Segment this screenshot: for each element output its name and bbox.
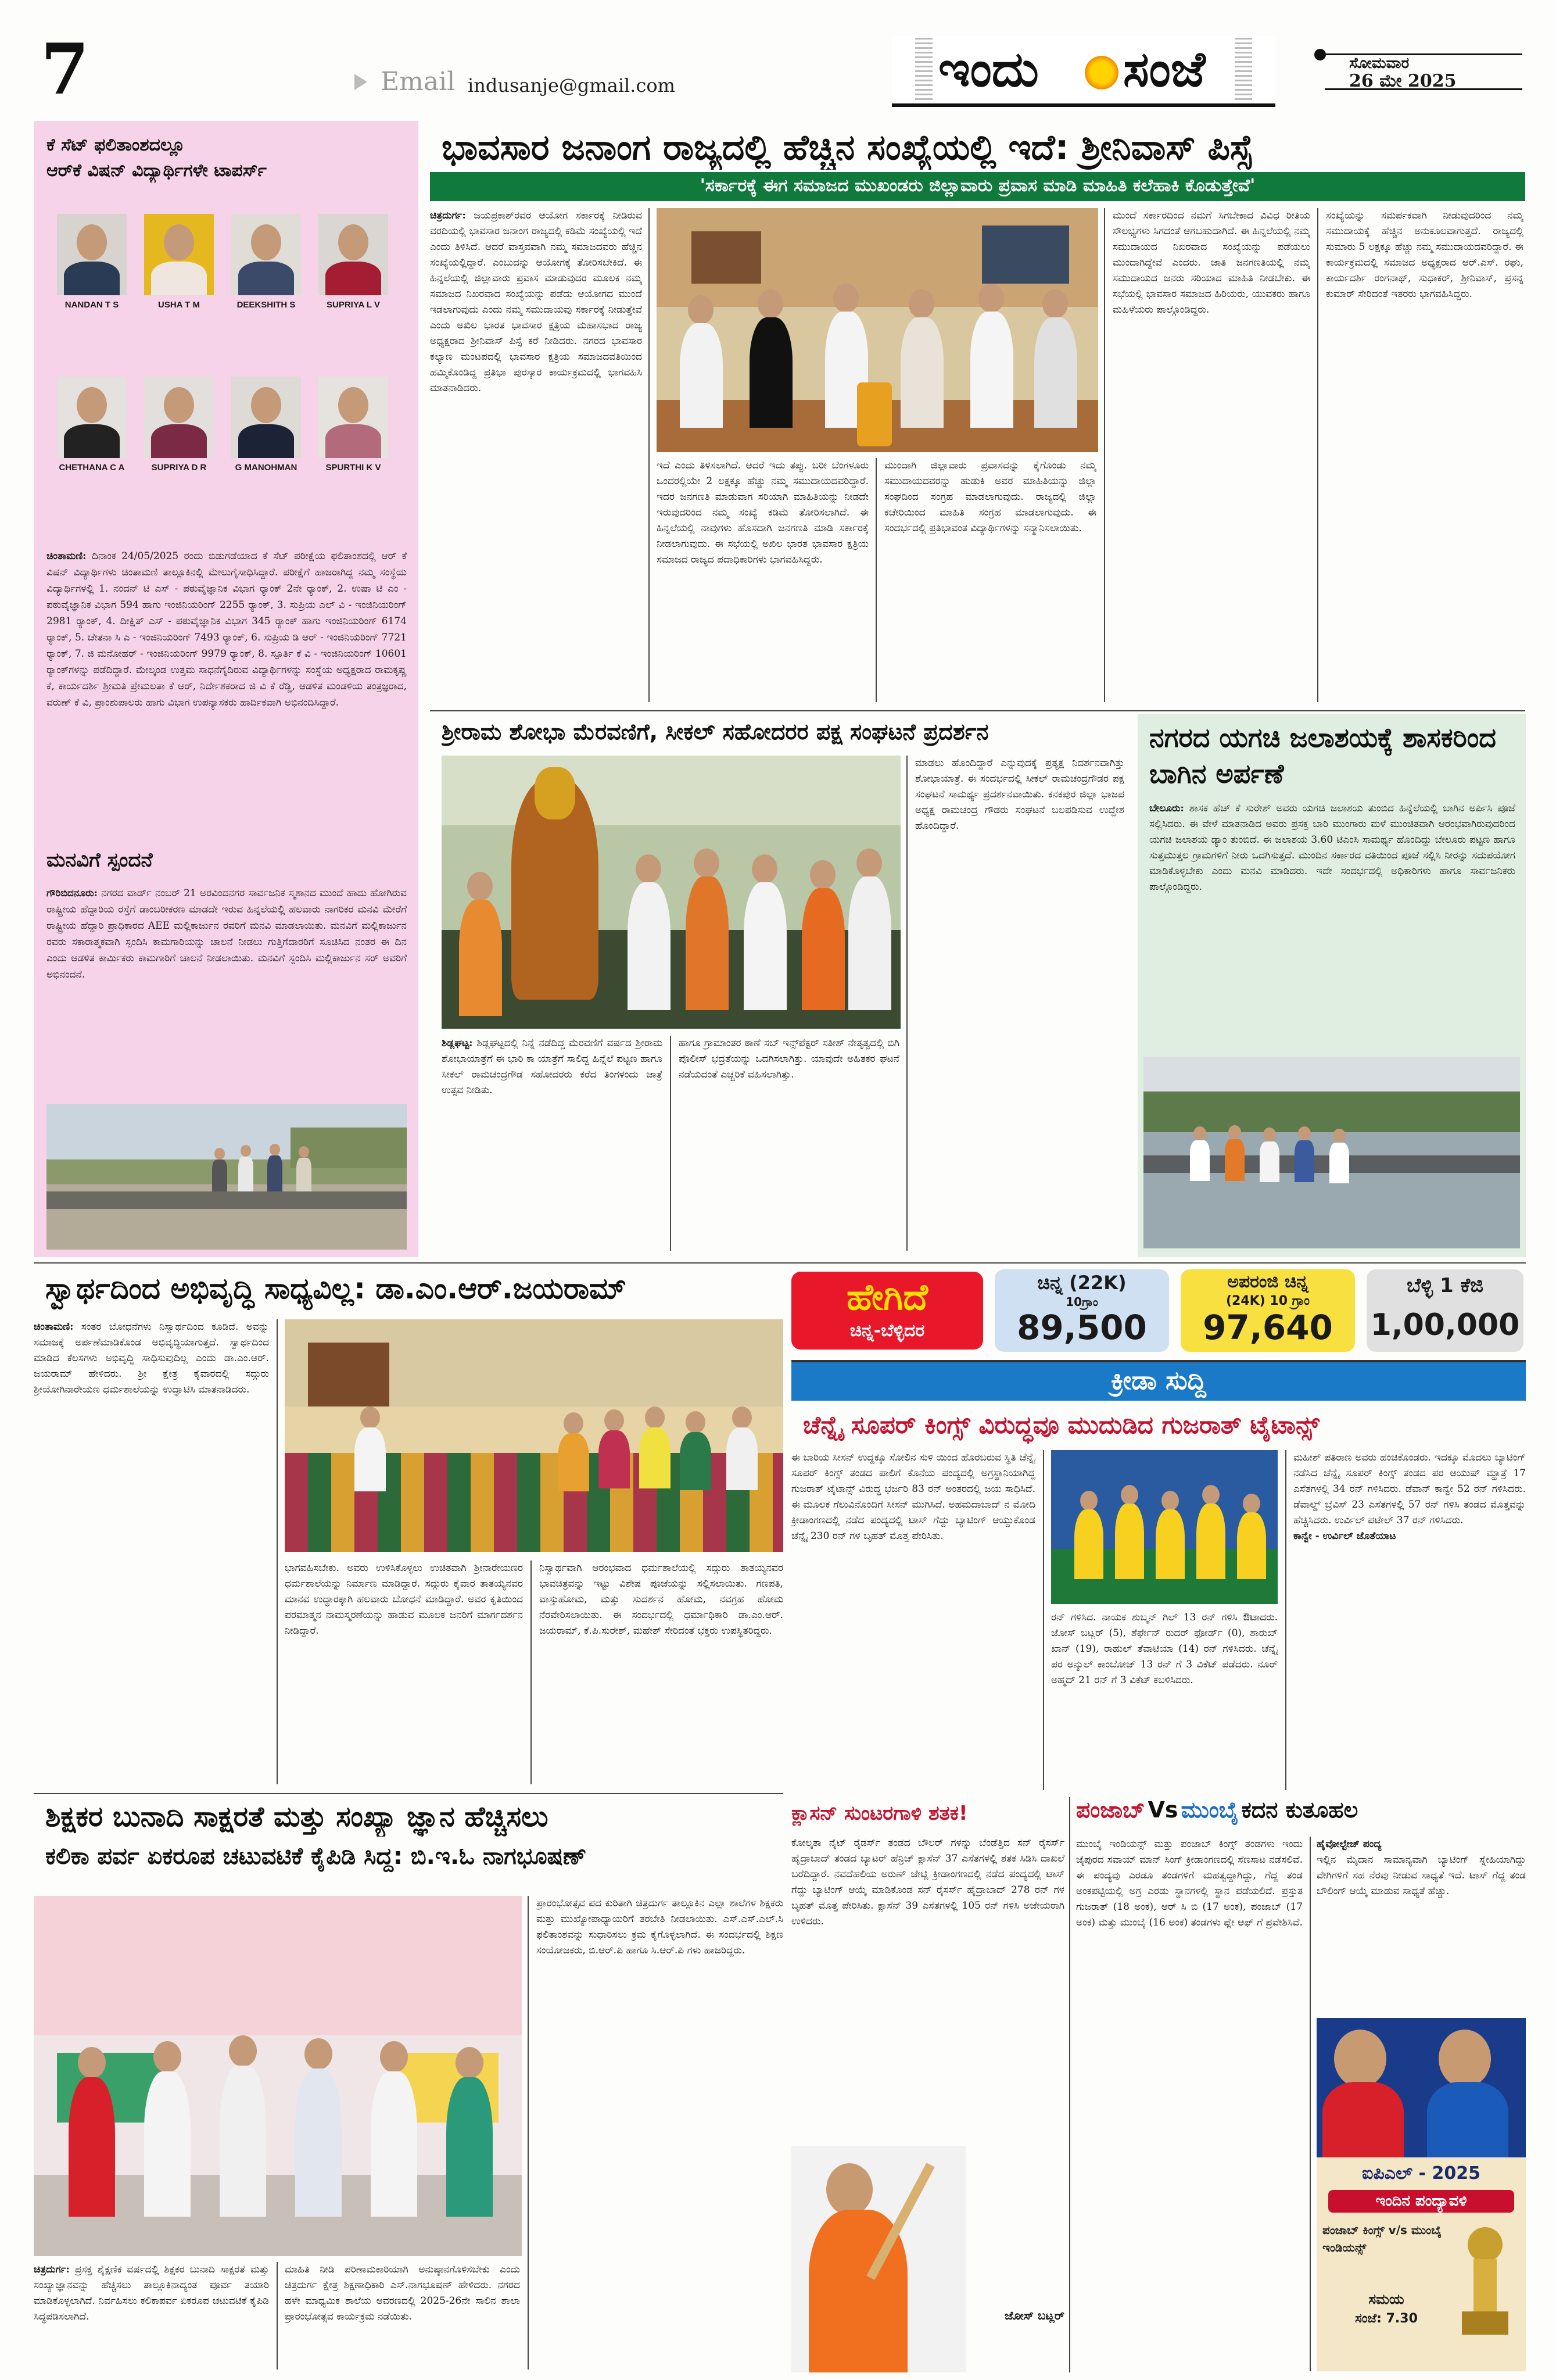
student-name: DEEKSHITH S	[236, 300, 296, 310]
email-arrow-icon	[354, 74, 367, 90]
csk-subhead: ಕಾನ್ವೇ - ಉರ್ವಿಲ್ ಜೊತೆಯಾಟ	[1293, 1530, 1396, 1542]
swartha-photo	[285, 1319, 783, 1552]
shikshakara-col3-text: ಪ್ರಾರಂಭೋತ್ಸವ ಪದ ಕುರಿತಾಗಿ ಚಿತ್ರದುರ್ಗ ತಾಲ್ಲೂಕಿನ ಎಲ್ಲಾ ಶಾಲೆಗಳ ಶಿಕ್ಷಕರು ಮತ್ತು ಮುಖ್ಯೋಪಾಧ್ಯಾಯರಿಗೆ ತರಬೇತಿ ನೀಡಲಾಯಿತು. ಎಸ್.ಎಸ್.ಎಲ್.ಸಿ ಫಲಿತಾಂಶವನ್ನು ಸುಧಾರಿಸಲು ಕ್ರಮ ಕೈಗೊಳ್ಳಲಾಗಿದೆ. ಈ ಸಂದರ್ಭದಲ್ಲಿ ಶಿಕ್ಷಣ ಸಂಯೋಜಕರು, ಬಿ.ಆರ್.ಪಿ ಹಾಗೂ ಸಿ.ಆರ್.ಪಿ ಗಳು ಹಾಜರಿದ್ದರು.	[536, 1898, 783, 1956]
sriraama-article	[442, 715, 1127, 1255]
ipl-trophy-icon	[1456, 2227, 1514, 2343]
student-photo	[57, 214, 127, 295]
swartha-col-1	[34, 1319, 269, 1784]
gold-rates-box	[791, 1267, 1526, 1354]
yagachi-article	[1138, 714, 1526, 1257]
klaasen-body-text: ಕೋಲ್ಕತಾ ನೈಟ್ ರೈಡರ್ಸ್ ತಂಡದ ಬೌಲರ್ ಗಳನ್ನು ಬೆಂಡೆತ್ತಿದ ಸನ್ ರೈಸರ್ಸ್ ಹೈದ್ರಾಬಾದ್ ತಂಡದ ಬ್ಯಾಟರ್ ಹೆನ್ರಿಚ್ ಕ್ಲಾಸೆನ್ 37 ಎಸೆತಗಳಲ್ಲಿ ಶತಕ ಸಿಡಿಸಿ ದಾಖಲೆ ಬರೆದಿದ್ದಾರೆ. ನವದೆಹಲಿಯ ಅರುಣ್ ಜೇಟ್ಲಿ ಕ್ರೀಡಾಂಗಣದಲ್ಲಿ ನಡೆದ ಪಂದ್ಯದಲ್ಲಿ ಟಾಸ್ ಗೆದ್ದು ಬ್ಯಾಟಿಂಗ್ ಆಯ್ಕೆ ಮಾಡಿಕೊಂಡ ಸನ್ ರೈಸರ್ಸ್ ಹೈದ್ರಾಬಾದ್ 278 ರನ್ ಗಳ ಬೃಹತ್ ಮೊತ್ತ ಪೇರಿಸಿತು. ಕ್ಲಾಸೆನ್ 39 ಎಸೆತಗಳಲ್ಲಿ 105 ರನ್ ಗಳಿಸಿ ಅಜೇಯರಾಗಿ ಉಳಿದರು.	[791, 1837, 1064, 1927]
klaasen-caption: ಜೋಸ್ ಬಟ್ಲರ್	[1005, 2309, 1064, 2322]
sriraama-col1-text: ಶಿಡ್ಲಘಟ್ಟದಲ್ಲಿ ನಿನ್ನೆ ನಡೆದಿದ್ದ ಮೆರವಣಿಗೆ ವರ್ಷದ ಶ್ರೀರಾಮ ಶೋಭಾಯಾತ್ರೆಗೆ ಈ ಭಾರಿ ಕಾ ಯಾತ್ರೆಗೆ ಸಾಲಿದ್ದ ಹಿನ್ನೆಲೆ ಪಟ್ಟಣ ಹಾಗೂ ಸೀಕಲ್ ರಾಮಚಂದ್ರಗೌಡ ಸಹೋದರರು ಕರೆದ ತಿಂಗಳಂದು ಜಾತ್ರೆ ಉತ್ಸವ ನೀಡಿತು.	[442, 1037, 662, 1096]
gold24-label: ಅಪರಂಜಿ ಚಿನ್ನ	[1227, 1272, 1308, 1292]
pbks-col2-text: ಇಲ್ಲಿನ ಮೈದಾನ ಸಾಮಾನ್ಯವಾಗಿ ಬ್ಯಾಟಿಂಗ್ ಸ್ನೇಹಿಯಾಗಿದ್ದು ವೇಗಿಗಳಿಗೆ ಸಹ ನೆರವು ನೀಡುವ ಸಾಧ್ಯತೆ ಇದೆ. ಟಾಸ್ ಗೆದ್ದ ತಂಡ ಬೌಲಿಂಗ್ ಆಯ್ಕೆ ಮಾಡುವ ಸಾಧ್ಯತೆ ಹೆಚ್ಚು.	[1317, 1854, 1526, 1897]
student-name: USHA T M	[158, 300, 200, 310]
bhavasara-photo	[657, 208, 1098, 452]
swartha-dateline: ಚಿಂತಾಮಣಿ:	[34, 1321, 74, 1333]
sports-banner	[791, 1360, 1526, 1401]
csk-col-1	[791, 1450, 1035, 1790]
date-box	[1314, 45, 1523, 103]
csk-col-2	[1051, 1610, 1278, 1790]
shikshakara-col1-text: ಪ್ರಸಕ್ತ ಶೈಕ್ಷಣಿಕ ವರ್ಷದಲ್ಲಿ ಶಿಕ್ಷಕರ ಬುನಾದಿ ಸಾಕ್ಷರತೆ ಮತ್ತು ಸಂಖ್ಯಾಜ್ಞಾನವನ್ನು ಹೆಚ್ಚಿಸಲು ತಾಲ್ಲೂಕಿನಾದ್ಯಂತ ಪೂರ್ವ ತಯಾರಿ ಮಾಡಿಕೊಳ್ಳಲಾಗಿದೆ. ನಿರ್ವಹಿಸಲು ಕಲಿಕಾಪರ್ವ ಏಕರೂಪ ಚಟುವಟಿಕೆ ಕೈಪಿಡಿ ಸಿದ್ಧಪಡಿಸಲಾಗಿದೆ.	[34, 2264, 269, 2322]
sriraama-col-2	[679, 1036, 899, 1251]
bhavasara-col5-text: ಸಂಖ್ಯೆಯನ್ನು ಸಮರ್ಪಕವಾಗಿ ನೀಡುವುದರಿಂದ ನಮ್ಮ ಸಮುದಾಯಕ್ಕೆ ಹೆಚ್ಚಿನ ಅನುಕೂಲವಾಗುತ್ತದೆ. ರಾಜ್ಯದಲ್ಲಿ ಸುಮಾರು 5 ಲಕ್ಷಕ್ಕೂ ಹೆಚ್ಚು ನಮ್ಮ ಸಮುದಾಯದವರಿದ್ದಾರೆ. ಈ ಕಾರ್ಯಕ್ರಮದಲ್ಲಿ ಸಮಾಜದ ಅಧ್ಯಕ್ಷರಾದ ಆರ್.ಎಸ್. ರಘು, ಕಾರ್ಯದರ್ಶಿ ರಂಗನಾಥ್, ಸುಧಾಕರ್, ಶ್ರೀನಿವಾಸ್, ಪ್ರಸನ್ನ ಕುಮಾರ್ ಸೇರಿದಂತೆ ಇತರರು ಭಾಗವಹಿಸಿದ್ದರು.	[1326, 210, 1523, 300]
student-photo	[57, 377, 127, 458]
sriraama-dateline: ಶಿಡ್ಲಘಟ್ಟ:	[442, 1037, 473, 1049]
shikshakara-photo	[34, 1896, 522, 2256]
gold24-unit: (24K) 10 ಗ್ರಾಂ	[1225, 1294, 1310, 1308]
student-name: NANDAN T S	[64, 300, 119, 310]
masthead	[0, 0, 1556, 116]
silver-label: ಬೆಳ್ಳಿ 1 ಕೆಜಿ	[1406, 1274, 1484, 1297]
bhavasara-article	[430, 121, 1525, 708]
csk-col1-text: ಈ ಬಾರಿಯ ಸೀಸನ್ ಉದ್ದಕ್ಕೂ ಸೋಲಿನ ಸುಳಿ ಯಿಂದ ಹೊರಬರುವ ಸ್ಥಿತಿ ಚೆನ್ನೈ ಸೂಪರ್ ಕಿಂಗ್ಸ್ ತಂಡದ ಪಾಲಿಗೆ ಕೊನೆಯ ಪಂದ್ಯದಲ್ಲಿ ಅಗ್ರಸ್ಥಾನಿಯಾಗಿದ್ದ ಗುಜರಾತ್ ಟೈಟಾನ್ಸ್ ವಿರುದ್ಧ ಭರ್ಜರಿ 83 ರನ್ ಅಂತರದಲ್ಲಿ ಜಯ ಸಾಧಿಸಿದೆ. ಈ ಮೂಲಕ ಗೆಲುವಿನೊಂದಿಗೆ ಸೀಸನ್ ಮುಗಿಸಿದೆ. ಅಹಮದಾಬಾದ್ ನ ಮೋದಿ ಕ್ರೀಡಾಂಗಣದಲ್ಲಿ ನಡೆದ ಪಂದ್ಯದಲ್ಲಿ ಟಾಸ್ ಗೆದ್ದು ಬ್ಯಾಟಿಂಗ್ ಆಯ್ದುಕೊಂಡ ಚೆನ್ನೈ 230 ರನ್ ಗಳ ಬೃಹತ್ ಮೊತ್ತ ಪೇರಿಸಿತು.	[791, 1452, 1035, 1542]
swartha-col3-text: ನಿಸ್ವಾರ್ಥವಾಗಿ ಆರಂಭವಾದ ಧರ್ಮಶಾಲೆಯಲ್ಲಿ ಸದ್ಗುರು ತಾತಯ್ಯನವರ ಭಾವಚಿತ್ರವನ್ನು ಇಟ್ಟು ವಿಶೇಷ ಪೂಜೆಯನ್ನು ಸಲ್ಲಿಸಲಾಯಿತು. ಗಣಪತಿ, ವಾಸ್ತುಹೋಮ, ಮತ್ತು ಸುದರ್ಶನ ಹೋಮ, ನವಗ್ರಹ ಹೋಮ ನೆರವೇರಿಸಲಾಯಿತು. ಈ ಸಂದರ್ಭದಲ್ಲಿ ಧರ್ಮಾಧಿಕಾರಿ ಡಾ.ಎಂ.ಆರ್. ಜಯರಾಮ್, ಕೆ.ಪಿ.ಸುರೇಶ್, ಮಹೇಶ್ ಸೇರಿದಂತೆ ಭಕ್ತರು ಉಪಸ್ಥಿತರಿದ್ದರು.	[539, 1562, 783, 1637]
gold22-unit: 10ಗ್ರಾಂ	[1066, 1295, 1098, 1309]
kset-headline-2: ಆರ್‌ಕೆ ವಿಷನ್ ವಿದ್ಯಾರ್ಥಿಗಳೇ ಟಾಪರ್ಸ್	[46, 160, 267, 181]
manavi-dateline: ಗೌರಿಬಿದನೂರು:	[46, 887, 98, 899]
ipl-card-teams: ಪಂಜಾಬ್ ಕಿಂಗ್ಸ್ v/s ಮುಂಬೈ ಇಂಡಿಯನ್ಸ್	[1322, 2223, 1442, 2254]
swartha-article	[34, 1267, 783, 1790]
sun-icon	[1085, 56, 1118, 90]
bhavasara-col-5	[1326, 208, 1523, 702]
csk-col-3	[1293, 1450, 1526, 1790]
issue-day: ಸೋಮವಾರ	[1349, 55, 1410, 72]
issue-date: 26 ಮೇ 2025	[1349, 71, 1457, 91]
bhavasara-col2-text: ಇದೆ ಎಂದು ತಿಳಿಸಲಾಗಿದೆ. ಆದರೆ ಇದು ತಪ್ಪು. ಬರೀ ಬೆಂಗಳೂರು ಒಂದರಲ್ಲಿಯೇ 2 ಲಕ್ಷಕ್ಕೂ ಹೆಚ್ಚು ನಮ್ಮ ಸಮುದಾಯದವರಿದ್ದಾರೆ. ಇದರ ಜನಗಣತಿ ಮಾಡುವಾಗ ಸರಿಯಾಗಿ ಮಾಹಿತಿಯನ್ನು ನೀಡದೇ ಇರುವುದರಿಂದ ನಮ್ಮ ಸಂಖ್ಯೆ ಕಡಿಮೆ ತೋರಿಸಲಾಗಿದೆ. ಈ ಹಿನ್ನಲೆಯಲ್ಲಿ ನಾವುಗಳು ಹೊಸದಾಗಿ ಜನಗಣತಿ ಮಾಡಿ ಸರ್ಕಾರಕ್ಕೆ ನೀಡಲಾಗುವುದು. ಈ ಸಭೆಯಲ್ಲಿ ಅಖಿಲ ಭಾರತ ಭಾವಸಾರ ಕ್ಷತ್ರಿಯ ಸಮಾಜದ ರಾಜ್ಯದ ಪದಾಧಿಕಾರಿಗಳು ಭಾಗವಹಿಸಿದ್ದರು.	[657, 460, 869, 566]
csk-article	[791, 1406, 1526, 1790]
bhavasara-col-3	[884, 458, 1096, 702]
manavi-article	[34, 839, 418, 1257]
kset-headline-1: ಕೆ ಸೆಟ್ ಫಲಿತಾಂಶದಲ್ಲೂ	[46, 135, 185, 155]
swartha-headline: ಸ್ವಾರ್ಥದಿಂದ ಅಭಿವೃದ್ಧಿ ಸಾಧ್ಯವಿಲ್ಲ: ಡಾ.ಎಂ.ಆರ್.ಜಯರಾಮ್	[45, 1272, 626, 1305]
pbks-headline	[1076, 1797, 1526, 1832]
shikshakara-col2-text: ಮಾಹಿತಿ ನೀಡಿ ಪರಿಣಾಮಕಾರಿಯಾಗಿ ಅನುಷ್ಠಾನಗೊಳಿಸಬೇಕು ಎಂದು ಚಿತ್ರದುರ್ಗ ಕ್ಷೇತ್ರ ಶಿಕ್ಷಣಾಧಿಕಾರಿ ಎಸ್.ನಾಗಭೂಷಣ್ ಹೇಳಿದರು. ನಗರದ ಹಳೇ ಮಾಧ್ಯಮಿಕ ಶಾಲೆಯ ಆವರಣದಲ್ಲಿ 2025-26ನೇ ಸಾಲಿನ ಶಾಲಾ ಪ್ರಾರಂಭೋತ್ಸವ ಕಾರ್ಯಕ್ರಮ ನಡೆಯಿತು.	[285, 2264, 520, 2322]
procession-photo	[442, 756, 901, 1029]
yagachi-headline: ನಗರದ ಯಗಚಿ ಜಲಾಶಯಕ್ಕೆ ಶಾಸಕರಿಂದ ಬಾಗಿನ ಅರ್ಪಣೆ	[1149, 722, 1496, 789]
student-photo	[231, 214, 301, 295]
bhavasara-subhead-bar	[430, 172, 1525, 201]
manavi-body	[46, 885, 407, 1094]
kset-article	[34, 121, 418, 839]
sriraama-col-1	[442, 1036, 662, 1251]
pbks-headline-3: ಕದನ ಕುತೂಹಲ	[1241, 1797, 1358, 1823]
pbks-col-1	[1076, 1837, 1303, 2371]
sriraama-col3-text: ಮಾಡಲು ಹೊಂದಿದ್ದಾರೆ ಎನ್ನುವುದಕ್ಕೆ ಪ್ರತ್ಯಕ್ಷ ನಿದರ್ಶನವಾಗಿತ್ತು ಶೋಭಾಯಾತ್ರೆ. ಈ ಸಂದರ್ಭದಲ್ಲಿ ಸೀಕಲ್ ರಾಮಚಂದ್ರಗೌಡರ ಪಕ್ಷ ಸಂಘಟನೆ ಸಾಮರ್ಥ್ಯ ಪ್ರದರ್ಶನವಾಯಿತು. ಕನಕಪುರ ಜಿಲ್ಲಾ ಭಾಜಪ ಅಧ್ಯಕ್ಷ ರಾಮಚಂದ್ರ ಗೌಡರು ಸಂಘಟನೆ ಬಲಪಡಿಸುವ ಉದ್ದೇಶ ಹೊಂದಿದ್ದಾರೆ.	[915, 757, 1124, 832]
page-number: 7	[41, 28, 89, 110]
swartha-col2-text: ಭಾಗವಹಿಸಬೇಕು. ಅವರು ಉಳಿಸಿಕೊಳ್ಳಲು ಉಚಿತವಾಗಿ ಶ್ರೀನಾರೇಯಣರ ಧರ್ಮಶಾಲೆಯನ್ನು ನಿರ್ಮಾಣ ಮಾಡಿದ್ದಾರೆ. ಸದ್ಗುರು ಕೈವಾರ ತಾತಯ್ಯನವರ ಮಾನವ ಉದ್ಧಾರಕ್ಕಾಗಿ ಹಲವಾರು ಬೋಧನೆ ಮಾಡಿದ್ದಾರೆ. ಅವರ ಕೃತಿಯಿಂದ ಪರಮಾತ್ಮನ ನಾಮಸ್ಮರಣೆಯನ್ನು ಹಾಡುವ ಮೂಲಕ ಜನರಿಗೆ ಮಾರ್ಗದರ್ಶನ ನೀಡಿದ್ದಾರೆ.	[285, 1562, 523, 1637]
kset-body-text: ದಿನಾಂಕ 24/05/2025 ರಂದು ಬಿಡುಗಡೆಯಾದ ಕೆ ಸೆಟ್ ಪರೀಕ್ಷೆಯ ಫಲಿತಾಂಶದಲ್ಲಿ ಆರ್ ಕೆ ವಿಷನ್ ವಿದ್ಯಾರ್ಥಿಗಳು ಚಿಂತಾಮಣಿ ತಾಲ್ಲೂಕಿನಲ್ಲಿ ಮೇಲುಗೈಸಾಧಿಸಿದ್ದಾರೆ. ಪರೀಕ್ಷೆಗೆ ಹಾಜರಾಗಿದ್ದ ನಮ್ಮ ಸಂಸ್ಥೆಯ ವಿದ್ಯಾರ್ಥಿಗಳಲ್ಲಿ 1. ನಂದನ್ ಟಿ ಎಸ್ - ಪಠುವೈಜ್ಞಾನಿಕ ವಿಭಾಗ ರ‍್ಯಾಂಕ್ 2ನೇ ರ‍್ಯಾಂಕ್, 2. ಉಷಾ ಟಿ ಎಂ - ಪಠುವೈಜ್ಞಾನಿಕ ವಿಭಾಗ 594 ಹಾಗು ಇಂಜಿನಿಯರಿಂಗ್ 2255 ರ‍್ಯಾಂಕ್, 3. ಸುಪ್ರಿಯ ಎಲ್ ವಿ - ಇಂಜಿನಿಯರಿಂಗ್ 2981 ರ‍್ಯಾಂಕ್, 4. ದೀಕ್ಷಿತ್ ಎಸ್ - ಪಠುವೈಜ್ಞಾನಿಕ ವಿಭಾಗ 345 ರ‍್ಯಾಂಕ್ ಹಾಗು ಇಂಜಿನಿಯರಿಂಗ್ 6174 ರ‍್ಯಾಂಕ್, 5. ಚೇತನಾ ಸಿ ಎ - ಇಂಜಿನಿಯರಿಂಗ್ 7493 ರ‍್ಯಾಂಕ್, 6. ಸುಪ್ರಿಯ ಡಿ ಆರ್ - ಇಂಜಿನಿಯರಿಂಗ್ 7721 ರ‍್ಯಾಂಕ್, 7. ಜಿ ಮನೋಹರ್ - ಇಂಜಿನಿಯರಿಂಗ್ 9979 ರ‍್ಯಾಂಕ್, 8. ಸ್ಫೂರ್ತಿ ಕೆ ವಿ - ಇಂಜಿನಿಯರಿಂಗ್ 10601 ರ‍್ಯಾಂಕ್‌ಗಳನ್ನು ಪಡೆದಿದ್ದಾರೆ. ಮೇಲ್ಕಂಡ ಉತ್ತಮ ಸಾಧನೆಗೈದಿರುವ ವಿದ್ಯಾರ್ಥಿಗಳನ್ನು ಸಂಸ್ಥೆಯ ಅಧ್ಯಕ್ಷರಾದ ರಾಮಕೃಷ್ಣ ಕೆ, ಕಾರ್ಯದರ್ಶಿ ಶ್ರೀಮತಿ ಪ್ರೇಮಲತಾ ಕೆ ಆರ್, ನಿರ್ದೇಶಕರಾದ ಜಿ ವಿ ಕೆ ರೆಡ್ಡಿ, ಆಡಳಿತ ಮಂಡಳಿಯ ತಂತ್ರಜ್ಞರಾದ, ವರುಣ್ ಕೆ ವಿ, ಪ್ರಾಂಶುಪಾಲರು ಹಾಗು ವಿಭಾಗ ಉಪನ್ಯಾಸಕರು ಹಾರ್ದಿಕವಾಗಿ ಅಭಿನಂದಿಸಿದ್ದಾರೆ.	[46, 550, 407, 708]
sports-banner-text: ಕ್ರೀಡಾ ಸುದ್ದಿ	[1111, 1366, 1206, 1395]
bhavasara-subhead: 'ಸರ್ಕಾರಕ್ಕೆ ಈಗ ಸಮಾಜದ ಮುಖಂಡರು ಜಿಲ್ಲಾವಾರು ಪ್ರವಾಸ ಮಾಡಿ ಮಾಹಿತಿ ಕಲೆಹಾಕಿ ಕೊಡುತ್ತೇವೆ'	[700, 176, 1256, 196]
shikshakara-col-1	[34, 2262, 269, 2370]
shikshakara-headline-1: ಶಿಕ್ಷಕರ ಬುನಾದಿ ಸಾಕ್ಷರತೆ ಮತ್ತು ಸಂಖ್ಯಾ ಜ್ಞಾನ ಹೆಚ್ಚಿಸಲು	[45, 1801, 548, 1833]
logo-text-left: ಇಂದು	[938, 41, 1039, 98]
shikshakara-dateline: ಚಿತ್ರದುರ್ಗ:	[34, 2264, 70, 2275]
shikshakara-col-2	[285, 2262, 520, 2370]
rates-label-box	[791, 1272, 983, 1350]
manavi-body-text: ನಗರದ ವಾರ್ಡ್ ನಂಬರ್ 21 ಅರವಿಂದನಗರ ಸಾರ್ವಜನಿಕ ಸ್ಮಶಾನದ ಮುಂದೆ ಹಾದು ಹೋಗಿರುವ ರಾಷ್ಟ್ರೀಯ ಹೆದ್ದಾರಿಯ ರಸ್ತೆಗೆ ಡಾಂಬರೀಕರಣ ಮಾಡದೇ ಇರುವ ಹಿನ್ನಲೆಯಲ್ಲಿ ಹಲವಾರು ನಾಗರಿಕರ ಮನವಿ ಮೇರೆಗೆ ರಾಷ್ಟ್ರೀಯ ಹೆದ್ದಾರಿ ಪ್ರಾಧಿಕಾರದ AEE ಮಲ್ಲಿಕಾರ್ಜುನ ರವರಿಗೆ ಮನವಿ ಮಾಡಲಾಯಿತು. ಮನವಿಗೆ ಮಲ್ಲಿಕಾರ್ಜುನ ರವರು ಸಕಾರಾತ್ಮಕವಾಗಿ ಸ್ಪಂದಿಸಿ ಕಾಮಗಾರಿಯನ್ನು ಚಾಲನೆ ನೀಡಲು ಗುತ್ತಿಗೆದಾರರಿಗೆ ಸೂಚಿಸಿದ ನಂತರ ಈ ದಿನ ಎಂದು ಆಡಳಿತ ಕಾರ್ಮಿಕರು ಕಾಮಗಾರಿಗೆ ಚಾಲನೆ ನೀಡಲಾಯಿತು. ಮನವಿಗೆ ಸ್ಪಂದಿಸಿ ಮಲ್ಲಿಕಾರ್ಜುನ ಸರ್ ಅವರಿಗೆ ಅಭಿನಂದನೆ.	[46, 887, 407, 980]
bhavasara-col-2	[657, 458, 869, 702]
bhavasara-headline: ಭಾವಸಾರ ಜನಾಂಗ ರಾಜ್ಯದಲ್ಲಿ ಹೆಚ್ಚಿನ ಸಂಖ್ಯೆಯಲ್ಲಿ ಇದೆ: ಶ್ರೀನಿವಾಸ್ ಪಿಸ್ಸೆ	[442, 127, 1254, 168]
reservoir-photo	[1143, 1057, 1520, 1248]
bhavasara-col4-text: ಮುಂದೆ ಸರ್ಕಾರದಿಂದ ನಮಗೆ ಸಿಗಬೇಕಾದ ವಿವಿಧ ರೀತಿಯ ಸೌಲಭ್ಯಗಳು ಸಿಗದಂತೆ ಆಗಬಹುದಾಗಿದೆ. ಈ ಹಿನ್ನಲೆಯಲ್ಲಿ ನಮ್ಮ ಸಮುದಾಯದ ನಿಖರವಾದ ಸಂಖ್ಯೆಯನ್ನು ಪಡೆಯಲು ಮುಂದಾಗಿದ್ದೇವೆ ಎಂದರು. ಜಾತಿ ಜನಗಣತಿಯಲ್ಲಿ ನಮ್ಮ ಸಮುದಾಯದ ಜನರು ಸರಿಯಾದ ಮಾಹಿತಿ ನೀಡಬೇಕು. ಈ ಸಭೆಯಲ್ಲಿ ಭಾವಸಾರ ಸಮಾಜದ ಹಿರಿಯರು, ಯುವಕರು ಹಾಗೂ ಮಹಿಳೆಯರು ಪಾಲ್ಗೊಂಡಿದ್ದರು.	[1113, 210, 1310, 316]
csk-photo	[1051, 1450, 1278, 1604]
yagachi-body	[1149, 801, 1515, 1045]
sriraama-headline: ಶ್ರೀರಾಮ ಶೋಭಾ ಮೆರವಣಿಗೆ, ಸೀಕಲ್ ಸಹೋದರರ ಪಕ್ಷ ಸಂಘಟನೆ ಪ್ರದರ್ಶನ	[442, 719, 989, 745]
shikshakara-article	[34, 1797, 783, 2372]
klaasen-body	[791, 1835, 1064, 2138]
rates-label-2: ಚಿನ್ನ-ಬೆಳ್ಳಿದರ	[849, 1320, 925, 1341]
gold24-box	[1181, 1269, 1355, 1352]
sriraama-col-3	[915, 756, 1124, 1251]
pbks-headline-1: ಪಂಜಾಬ್	[1076, 1797, 1145, 1823]
swartha-col-3	[539, 1561, 783, 1784]
student-name: CHETHANA C A	[59, 463, 125, 473]
csk-col3-text: ಮಹೀಶ್ ಪತಿರಾಣ ಅವರು ಹಂಚಿಕೊಂಡರು. ಇದಕ್ಕೂ ಮೊದಲು ಬ್ಯಾಟಿಂಗ್ ನಡೆಸಿದ ಚೆನ್ನೈ ಸೂಪರ್ ಕಿಂಗ್ಸ್ ತಂಡದ ಪರ ಆಯುಷ್ ಮ್ಹಾತ್ರೆ 17 ಎಸೆತಗಳಲ್ಲಿ 34 ರನ್ ಗಳಿಸಿದರು. ಡೆವಾನ್ ಕಾನ್ವೇ 52 ರನ್ ಗಳಿಸಿದರು. ಡೆವಾಲ್ಡ್ ಬ್ರೆವಿಸ್ 23 ಎಸೆತಗಳಲ್ಲಿ 57 ರನ್ ಗಳಿಸಿ ತಂಡದ ಮೊತ್ತವನ್ನು ಹೆಚ್ಚಿಸಿದರು. ಉರ್ವಿಲ್ ಪಟೇಲ್ 37 ರನ್ ಗಳಿಸಿದರು.	[1293, 1452, 1526, 1526]
student-name: SPURTHI K V	[325, 463, 381, 473]
road-photo	[46, 1104, 407, 1250]
ipl-card-sub: ಇಂದಿನ ಪಂದ್ಯಾವಳಿ	[1328, 2190, 1514, 2213]
bhavasara-col-1	[430, 208, 642, 702]
bhavasara-col1-text: ಜಯಪ್ರಕಾಶ್‌ರವರ ಆಯೋಗ ಸರ್ಕಾರಕ್ಕೆ ನೀಡಿರುವ ವರದಿಯಲ್ಲಿ ಭಾವಸಾರ ಜನಾಂಗ ರಾಜ್ಯದಲ್ಲಿ ಕಡಿಮೆ ಸಂಖ್ಯೆಯಲ್ಲಿ ಇದೆ ಎಂದು ತಿಳಿಸಿದೆ. ಆದರೆ ವಾಸ್ತವವಾಗಿ ನಮ್ಮ ಸಮಾಜದವರು ಹೆಚ್ಚಿನ ಸಂಖ್ಯೆಯಲ್ಲಿದ್ದಾರೆ. ಎಂಬುದನ್ನು ಆಯೋಗಕ್ಕೆ ತೋರಿಸಬೇಕಿದೆ. ಈ ಹಿನ್ನಲೆಯಲ್ಲಿ ಜಿಲ್ಲಾವಾರು ಪ್ರವಾಸ ಮಾಡುವುದರ ಮೂಲಕ ನಮ್ಮ ಸಮಾಜದ ನಿಖರವಾದ ಸಂಖ್ಯೆಯನ್ನು ಪಡೆದು ಆಯೋಗದ ಮುಂದೆ ಇಡಲಾಗುವುದು ಎಂದು ನಮ್ಮ ಸಮುದಾಯವು ಸರ್ಕಾರಕ್ಕೆ ನೀಡುತ್ತೇವೆ ಎಂದು ಅಖಿಲ ಭಾರತ ಭಾವಸಾರ ಕ್ಷತ್ರಿಯ ಮಹಾಸಭಾದ ರಾಜ್ಯ ಅಧ್ಯಕ್ಷರಾದ ಶ್ರೀನಿವಾಸ್ ಪಿಸ್ಸೆ ಕರೆ ನೀಡಿದರು. ನಗರದ ಭಾವಸಾರ ಕಲ್ಯಾಣ ಮಂಟಪದಲ್ಲಿ ಭಾವಸಾರ ಕ್ಷತ್ರಿಯ ಸಮಾಜದವತಿಯಿಂದ ಹಮ್ಮಿಕೊಂಡಿದ್ದ ಪ್ರತಿಭಾ ಪುರಸ್ಕಾರ ಕಾರ್ಯಕ್ರಮದಲ್ಲಿ ಭಾಗವಹಿಸಿ ಮಾತನಾಡಿದರು.	[430, 210, 642, 394]
swartha-col1-text: ಸಂತರ ಬೋಧನೆಗಳು ನಿಸ್ವಾರ್ಥದಿಂದ ಕೂಡಿದೆ. ಅವನ್ನು ಸಮಾಜಕ್ಕೆ ಅರ್ಪಣೆಮಾಡಿಕೊಂಡ ಅಭಿವೃದ್ಧಿಯಾಗುತ್ತದೆ. ಸ್ವಾರ್ಥದಿಂದ ಮಾಡಿದ ಕೆಲಸಗಳು ಅಭಿವೃದ್ಧಿ ಸಾಧಿಸುವುದಿಲ್ಲ ಎಂದು ಡಾ.ಎಂ.ಆರ್. ಜಯರಾಮ್ ಹೇಳಿದರು. ಶ್ರೀ ಕ್ಷೇತ್ರ ಕೈವಾರದಲ್ಲಿ ಸದ್ಗುರು ಶ್ರೀಯೋಗಿನಾರೇಯಣ ಧರ್ಮಶಾಲೆಯನ್ನು ಉದ್ಘಾಟಿಸಿ ಮಾತನಾಡಿದರು.	[34, 1321, 269, 1395]
logo	[892, 36, 1275, 107]
bhavasara-col3-text: ಮುಂದಾಗಿ ಜಿಲ್ಲಾವಾರು ಪ್ರವಾಸವನ್ನು ಕೈಗೊಂಡು ನಮ್ಮ ಸಮುದಾಯದವರನ್ನು ಹುಡುಕಿ ಅವರ ಮಾಹಿತಿಯನ್ನು ಜಿಲ್ಲಾ ಸಂಘದಿಂದ ಸಂಗ್ರಹ ಮಾಡಲಾಗುವುದು. ರಾಜ್ಯದಲ್ಲಿ ಜಿಲ್ಲಾ ಕಚೇರಿಯಿಂದ ಮಾಹಿತಿ ಸಂಗ್ರಹ ಮಾಡಲಾಗುವುದು. ಈ ಸಂದರ್ಭದಲ್ಲಿ ಪ್ರತಿಭಾವಂತ ವಿದ್ಯಾರ್ಥಿಗಳನ್ನು ಸನ್ಮಾನಿಸಲಾಯಿತು.	[884, 460, 1096, 534]
yagachi-body-text: ಶಾಸಕ ಹೆಚ್ ಕೆ ಸುರೇಶ್ ಅವರು ಯಗಚಿ ಜಲಾಶಯ ತುಂಬಿದ ಹಿನ್ನೆಲೆಯಲ್ಲಿ ಬಾಗಿನ ಅರ್ಪಿಸಿ ಪೂಜೆ ಸಲ್ಲಿಸಿದರು. ಈ ವೇಳೆ ಮಾತನಾಡಿದ ಅವರು ಪ್ರಸಕ್ತ ಬಾರಿ ಮುಂಗಾರು ಮಳೆ ಮುಂಚಿತವಾಗಿ ಆರಂಭವಾಗಿರುವುದರಿಂದ ಯಗಚಿ ಜಲಾಶಯ ಡ್ಯಾಂ ತುಂಬಿದೆ. ಈ ಜಲಾಶಯ 3.60 ಟಿಎಂಸಿ ಸಾಮರ್ಥ್ಯ ಹೊಂದಿದ್ದು ಬೇಲೂರು ಪಟ್ಟಣ ಹಾಗೂ ಸುತ್ತಮುತ್ತಲ ಗ್ರಾಮಗಳಿಗೆ ನೀರು ಒದಗಿಸುತ್ತದೆ. ಮುಂದಿನ ಸರ್ಕಾರದ ವತಿಯಿಂದ ಪೂಜೆ ಸಲ್ಲಿಸಿ ನೀರನ್ನು ಸದುಪಯೋಗ ಮಾಡಿಕೊಳ್ಳಬೇಕು ಎಂದು ಮನವಿ ಮಾಡಿದರು. ಇದೇ ಸಂದರ್ಭದಲ್ಲಿ ಅಧಿಕಾರಿಗಳು ಹಾಗೂ ಸಾರ್ವಜನಿಕರು ಪಾಲ್ಗೊಂಡಿದ್ದರು.	[1149, 803, 1515, 893]
ipl-card	[1317, 2018, 1526, 2371]
silver-box	[1367, 1269, 1523, 1352]
ipl-card-time: ಸಂಜೆ: 7.30	[1355, 2311, 1418, 2326]
pbks-col1-text: ಮುಂಬೈ ಇಂಡಿಯನ್ಸ್ ಮತ್ತು ಪಂಜಾಬ್ ಕಿಂಗ್ಸ್ ತಂಡಗಳು ಇಂದು ಜೈಪುರದ ಸವಾಯ್ ಮಾನ್ ಸಿಂಗ್ ಕ್ರೀಡಾಂಗಣದಲ್ಲಿ ಸೆಣಸಾಟ ನಡೆಸಲಿವೆ. ಈ ಪಂದ್ಯವು ಎರಡೂ ತಂಡಗಳಿಗೆ ಮಹತ್ವದ್ದಾಗಿದ್ದು, ಗೆದ್ದ ತಂಡ ಅಂಕಪಟ್ಟಿಯಲ್ಲಿ ಅಗ್ರ ಎರಡು ಸ್ಥಾನಗಳಲ್ಲಿ ಸ್ಥಾನ ಪಡೆಯಲಿದೆ. ಪ್ರಸ್ತುತ ಗುಜರಾತ್ (18 ಅಂಕ), ಆರ್ ಸಿ ಬಿ (17 ಅಂಕ), ಪಂಜಾಬ್ (17 ಅಂಕ) ಮತ್ತು ಮುಂಬೈ (16 ಅಂಕ) ತಂಡಗಳು ಪ್ಲೇ ಆಫ್ ಗೆ ಪ್ರವೇಶಿಸಿವೆ.	[1076, 1838, 1303, 1928]
silver-value: 1,00,000	[1370, 1308, 1520, 1343]
ipl-card-title: ಐಪಿಎಲ್ - 2025	[1362, 2163, 1480, 2184]
kset-dateline: ಚಿಂತಾಮಣಿ:	[46, 550, 87, 562]
sriraama-col2-text: ಹಾಗೂ ಗ್ರಾಮಾಂತರ ಠಾಣೆ ಸಬ್ ಇನ್ಸ್‌ಪೆಕ್ಟರ್ ಸತೀಶ್ ನೇತೃತ್ವದಲ್ಲಿ ಬಿಗಿ ಪೊಲೀಸ್ ಭದ್ರತೆಯನ್ನು ಒದಗಿಸಲಾಗಿತ್ತು. ಯಾವುದೇ ಅಹಿತಕರ ಘಟನೆ ನಡೆಯದಂತೆ ಎಚ್ಚರಿಕೆ ವಹಿಸಲಾಗಿತ್ತು.	[679, 1037, 899, 1080]
bhavasara-col-4	[1113, 208, 1310, 702]
gold22-box	[995, 1269, 1169, 1352]
klaasen-photo	[791, 2146, 966, 2372]
pbks-col-2	[1317, 1837, 1526, 2011]
student-name: SUPRIYA L V	[327, 300, 380, 310]
pbks-headline-2: ಮುಂಬೈ	[1181, 1797, 1239, 1823]
manavi-headline: ಮನವಿಗೆ ಸ್ಪಂದನೆ	[46, 849, 153, 872]
student-photo	[144, 214, 214, 295]
kset-body	[46, 548, 407, 833]
student-photo	[144, 377, 214, 458]
csk-headline: ಚೆನ್ನೈ ಸೂಪರ್ ಕಿಂಗ್ಸ್ ವಿರುದ್ಧವೂ ಮುದುಡಿದ ಗುಜರಾತ್ ಟೈಟಾನ್ಸ್	[803, 1411, 1320, 1439]
ipl-card-time-label: ಸಮಯ	[1368, 2291, 1404, 2307]
yagachi-dateline: ಬೇಲೂರು:	[1149, 803, 1184, 814]
csk-col2-text: ರನ್ ಗಳಿಸಿದ. ನಾಯಕ ಶುಬ್ಮನ್ ಗಿಲ್ 13 ರನ್ ಗಳಿಸಿ ಔಟಾದರು. ಜೋಸ್ ಬಟ್ಲರ್ (5), ಶೆರ್ಫೇನ್ ರುದರ್ ಫೋರ್ಡ್ (0), ಶಾರುಖ್ ಖಾನ್ (19), ರಾಹುಲ್ ತೆವಾಟಿಯಾ (14) ರನ್ ಗಳಿಸಿದರು. ಚೆನ್ನೈ ಪರ ಅನ್ಶುಲ್ ಕಾಂಬೋಜ್ 13 ರನ್ ಗೆ 3 ವಿಕೆಟ್ ಪಡೆದರು. ನೂರ್ ಅಹ್ಮದ್ 21 ರನ್ ಗೆ 3 ವಿಕೆಟ್ ಕಬಳಿಸಿದರು.	[1051, 1612, 1278, 1686]
gold22-label: ಚಿನ್ನ (22K)	[1037, 1272, 1127, 1294]
email-address[interactable]: indusanje@gmail.com	[468, 74, 675, 96]
pbks-article	[1076, 1797, 1526, 2372]
klaasen-article	[791, 1797, 1064, 2372]
shikshakara-col-3	[536, 1896, 783, 2370]
student-photo	[231, 377, 301, 458]
pbks-col2-title: ಹೈವೋಲ್ಟೇಜ್ ಪಂದ್ಯ	[1317, 1838, 1382, 1850]
gold22-value: 89,500	[1017, 1308, 1147, 1347]
swartha-col-2	[285, 1561, 523, 1784]
gold24-value: 97,640	[1203, 1308, 1333, 1347]
student-name: SUPRIYA D R	[151, 463, 207, 473]
pbks-headline-vs: Vs	[1148, 1797, 1178, 1823]
logo-text-right: ಸಂಜೆ	[1123, 41, 1206, 98]
shikshakara-headline-2: ಕಲಿಕಾ ಪರ್ವ ಏಕರೂಪ ಚಟುವಟಿಕೆ ಕೈಪಿಡಿ ಸಿದ್ದ: ಬಿ.ಇ.ಓ ನಾಗಭೂಷಣ್	[45, 1843, 587, 1870]
student-name: G MANOHMAN	[235, 463, 297, 473]
klaasen-headline: ಕ್ಲಾಸನ್ ಸುಂಟರಗಾಳಿ ಶತಕ!	[791, 1802, 968, 1825]
student-photo	[318, 214, 388, 295]
rates-label-1: ಹೇಗಿದೆ	[847, 1276, 928, 1318]
email-label: Email	[381, 67, 456, 96]
student-photo	[318, 377, 388, 458]
student-photo-grid	[51, 214, 400, 516]
bhavasara-dateline: ಚಿತ್ರದುರ್ಗ:	[430, 210, 466, 221]
